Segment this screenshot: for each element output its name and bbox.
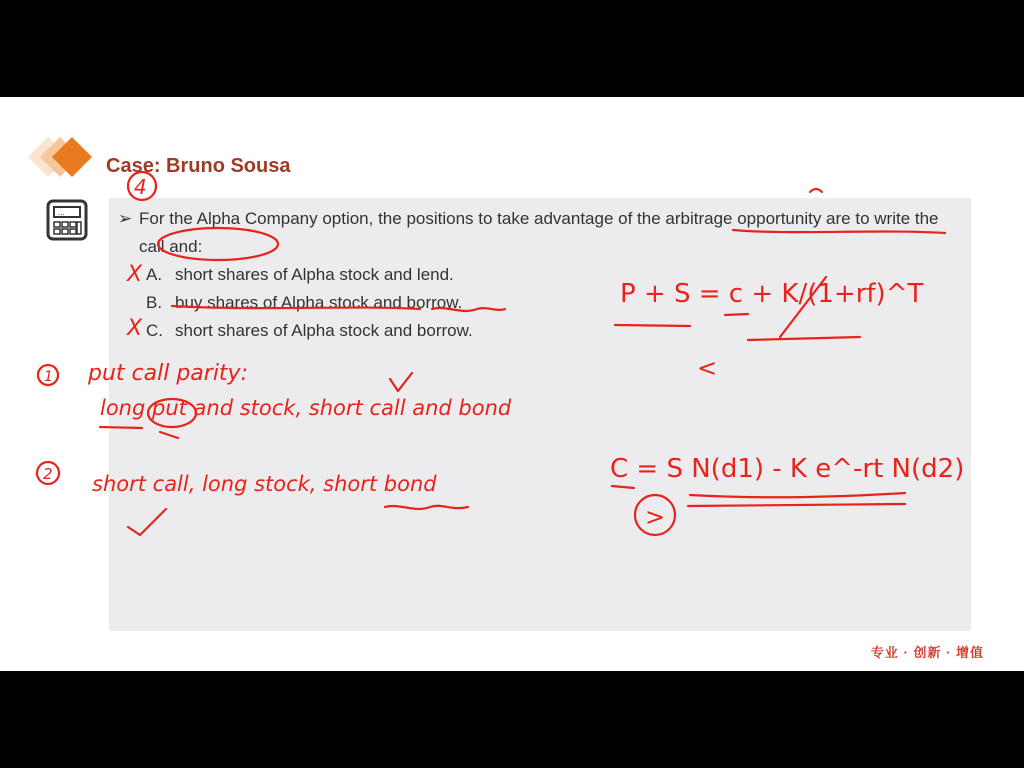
x-mark-c: X [127,316,143,341]
footer-slogan: 专业 · 创新 · 增值 [870,645,984,660]
calculator-icon [46,199,88,241]
question-text: ➢ For the Alpha Company option, the positions to take advantage of the arbitrage opportunity are to write the call and: [118,205,958,261]
slide-title: Case: Bruno Sousa [106,155,291,177]
greater-than: > [645,503,666,531]
formula-black-scholes: C = S N(d1) - K e^-rt N(d2) [610,454,965,484]
option-a: A. short shares of Alpha stock and lend. [146,265,454,284]
option-b: B. buy shares of Alpha stock and borrow. [146,293,463,312]
circle-1-text: 1 [44,369,53,385]
circle-number-2 [37,462,59,484]
diamond-logo-icon [0,97,110,197]
x-mark-a: X [127,262,143,287]
less-than: < [697,354,718,382]
question-block [118,205,958,345]
circle-2-text: 2 [43,465,53,483]
option-c: C. short shares of Alpha stock and borrow. [146,321,473,340]
slide [0,97,1024,671]
svg-text:...: ... [58,208,65,217]
circle-number-1 [38,365,58,385]
arrow-bullet-icon: ➢ [118,209,133,228]
formula-parity: P + S = c + K/(1+rf)^T [620,279,924,309]
handwritten-line-2: short call, long stock, short bond [92,472,437,496]
number-four: 4 [134,175,147,199]
handwritten-line-1: long put and stock, short call and bond [100,396,512,420]
put-call-parity-label: put call parity: [88,361,248,386]
